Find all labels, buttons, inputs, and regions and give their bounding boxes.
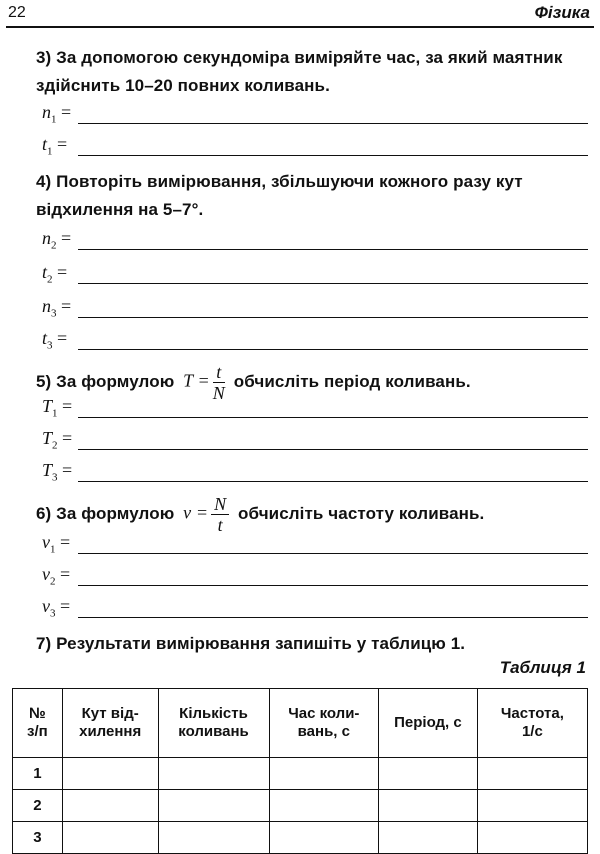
row-number: 1 bbox=[13, 758, 63, 790]
step-5-instruction bbox=[36, 362, 588, 403]
step-3-text: 3) За допомогою секундоміра виміряйте час, за який маятник здійснить 10–20 повних коливань. bbox=[36, 48, 563, 95]
answer-blank[interactable] bbox=[78, 123, 588, 125]
answer-line-t1[interactable] bbox=[42, 136, 588, 160]
answer-line-n2[interactable] bbox=[42, 230, 588, 254]
header-number: № з/п bbox=[13, 689, 63, 758]
row-number: 3 bbox=[13, 822, 63, 854]
answer-line-v2[interactable] bbox=[42, 566, 588, 590]
header-time: Час коли- вань, с bbox=[269, 689, 379, 758]
formula-numerator: t bbox=[213, 362, 225, 383]
answer-line-T3[interactable] bbox=[42, 462, 588, 486]
answer-blank[interactable] bbox=[78, 417, 588, 419]
step-7-instruction bbox=[36, 630, 588, 658]
period-formula bbox=[183, 362, 225, 403]
row-number: 2 bbox=[13, 790, 63, 822]
answer-label: $T_2$ = bbox=[42, 428, 73, 452]
header-count: Кількість коливань bbox=[158, 689, 269, 758]
step-5-suffix: обчисліть період коливань. bbox=[233, 371, 471, 391]
table-cell[interactable] bbox=[269, 822, 379, 854]
answer-label: $\nu_2$ = bbox=[42, 564, 71, 588]
answer-blank[interactable] bbox=[78, 585, 588, 587]
answer-blank[interactable] bbox=[78, 481, 588, 483]
step-4-instruction bbox=[36, 168, 588, 224]
step-6-prefix: 6) За формулою bbox=[36, 503, 175, 523]
answer-blank[interactable] bbox=[78, 617, 588, 619]
table-cell[interactable] bbox=[379, 790, 478, 822]
answer-label: $T_3$ = bbox=[42, 460, 73, 484]
answer-label: $\nu_1$ = bbox=[42, 532, 71, 556]
formula-lhs: T = bbox=[183, 370, 210, 391]
header-angle: Кут від- хилення bbox=[62, 689, 158, 758]
table-row bbox=[13, 758, 588, 790]
table-cell[interactable] bbox=[477, 822, 587, 854]
table-cell[interactable] bbox=[477, 758, 587, 790]
formula-numerator: N bbox=[211, 494, 229, 515]
answer-line-n1[interactable] bbox=[42, 104, 588, 128]
answer-label: $n_1$ = bbox=[42, 102, 72, 126]
answer-label: $t_1$ = bbox=[42, 134, 68, 158]
page-number: 22 bbox=[8, 4, 26, 21]
answer-blank[interactable] bbox=[78, 317, 588, 319]
answer-blank[interactable] bbox=[78, 349, 588, 351]
frequency-formula bbox=[183, 494, 229, 535]
table-cell[interactable] bbox=[62, 758, 158, 790]
answer-label: $t_3$ = bbox=[42, 328, 68, 352]
table-cell[interactable] bbox=[269, 758, 379, 790]
table-cell[interactable] bbox=[62, 822, 158, 854]
table-cell[interactable] bbox=[62, 790, 158, 822]
answer-blank[interactable] bbox=[78, 553, 588, 555]
header-divider bbox=[6, 26, 594, 28]
table-row bbox=[13, 790, 588, 822]
results-table bbox=[12, 688, 588, 854]
step-6-instruction bbox=[36, 494, 588, 535]
answer-line-v1[interactable] bbox=[42, 534, 588, 558]
answer-blank[interactable] bbox=[78, 155, 588, 157]
header-period: Період, с bbox=[379, 689, 478, 758]
answer-line-T1[interactable] bbox=[42, 398, 588, 422]
table-cell[interactable] bbox=[477, 790, 587, 822]
answer-label: $n_3$ = bbox=[42, 296, 72, 320]
table-cell[interactable] bbox=[158, 758, 269, 790]
step-5-prefix: 5) За формулою bbox=[36, 371, 175, 391]
step-4-text: 4) Повторіть вимірювання, збільшуючи кожного разу кут відхилення на 5–7°. bbox=[36, 172, 523, 219]
step-6-suffix: обчисліть частоту коливань. bbox=[238, 503, 485, 523]
answer-line-t3[interactable] bbox=[42, 330, 588, 354]
answer-line-T2[interactable] bbox=[42, 430, 588, 454]
page-header bbox=[0, 0, 600, 30]
answer-label: $\nu_3$ = bbox=[42, 596, 71, 620]
table-cell[interactable] bbox=[379, 758, 478, 790]
answer-blank[interactable] bbox=[78, 249, 588, 251]
table-cell[interactable] bbox=[269, 790, 379, 822]
header-frequency: Частота, 1/с bbox=[477, 689, 587, 758]
step-3-instruction bbox=[36, 44, 588, 100]
formula-lhs: ν = bbox=[183, 502, 209, 523]
table-cell[interactable] bbox=[158, 790, 269, 822]
answer-label: $n_2$ = bbox=[42, 228, 72, 252]
answer-blank[interactable] bbox=[78, 283, 588, 285]
answer-line-t2[interactable] bbox=[42, 264, 588, 288]
answer-blank[interactable] bbox=[78, 449, 588, 451]
answer-label: $t_2$ = bbox=[42, 262, 68, 286]
formula-denominator: N bbox=[212, 383, 225, 403]
answer-line-n3[interactable] bbox=[42, 298, 588, 322]
subject-title: Фізика bbox=[534, 3, 590, 22]
answer-label: $T_1$ = bbox=[42, 396, 73, 420]
table-row bbox=[13, 822, 588, 854]
table-caption: Таблиця 1 bbox=[499, 658, 586, 677]
step-7-text: 7) Результати вимірювання запишіть у таблицю 1. bbox=[36, 634, 466, 653]
answer-line-v3[interactable] bbox=[42, 598, 588, 622]
formula-denominator: t bbox=[217, 515, 223, 535]
table-cell[interactable] bbox=[379, 822, 478, 854]
table-cell[interactable] bbox=[158, 822, 269, 854]
table-header-row bbox=[13, 689, 588, 758]
